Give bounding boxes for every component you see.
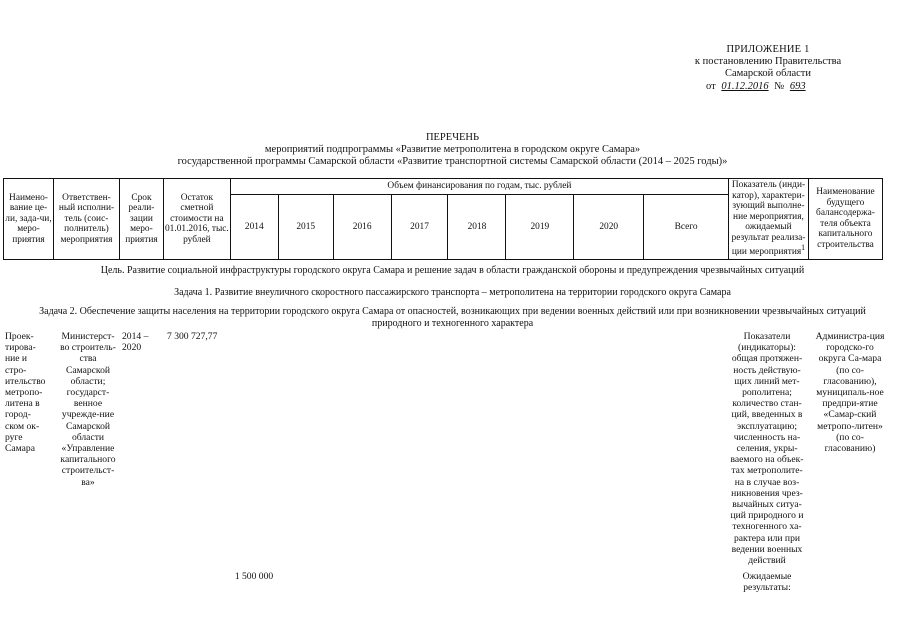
year-header-2015: 2015 [278, 195, 333, 260]
col-header-remainder: Остаток сметной стоимости на 01.01.2016, тыс. рублей [163, 179, 230, 260]
row-name: Проек-тирова-ние и стро-ительство метропо-литена в город-ском ок-руге Самара [5, 331, 46, 455]
number-prefix: № [774, 81, 785, 92]
task2-line-1: Задача 2. Обеспечение защиты населения на территории городского округа Самара от опасностей, возникающих при ведении военных действий или при возникновении чрезвычайных ситуаций [39, 306, 866, 317]
year-header-2017: 2017 [391, 195, 448, 260]
date-value: 01.12.2016 [721, 81, 769, 92]
col-header-name: Наимено-вание це-ли, зада-чи, меро-приятия [4, 179, 54, 260]
appendix-block [678, 44, 858, 93]
task1-line: Задача 1. Развитие внеуличного скоростного пассажирского транспорта – метрополитена на территории городского округа Самара [174, 287, 731, 298]
indicator-footnote: 1 [801, 243, 806, 252]
appendix-date-line [706, 81, 858, 93]
row-executor: Министерст-во строитель-ства Самарской области; государст-венное учрежде-ние Самарской области «Управление капитального строительст-ва» [60, 331, 116, 488]
goal-line: Цель. Развитие социальной инфраструктуры городского округа Самара и решение задач в области гражданской обороны и предупреждения чрезвычайных ситуаций [100, 265, 805, 276]
appendix-line-2: Самарской области [725, 68, 811, 79]
col-header-term: Срок реали-зации меро-приятия [119, 179, 163, 260]
row-results-label: Ожидаемые результаты: [742, 571, 792, 594]
heading-line-1: мероприятий подпрограммы «Развитие метрополитена в городском округе Самара» [264, 144, 641, 155]
col-header-object: Наименование будущего балансодержа-теля объекта капитального строительства [808, 179, 882, 260]
row-term: 2014 – 2020 [122, 331, 149, 354]
document-heading [0, 132, 905, 168]
year-header-2018: 2018 [448, 195, 506, 260]
appendix-line-1: к постановлению Правительства [694, 56, 842, 67]
year-header-2019: 2019 [506, 195, 574, 260]
table-header [3, 178, 883, 260]
heading-line-2: государственной программы Самарской области «Развитие транспортной системы Самарской области (2014 – 2025 годы)» [177, 156, 728, 167]
col-header-executor: Ответствен-ный исполни-тель (соис-полнитель) мероприятия [53, 179, 119, 260]
row-object: Администра-ция городско-го округа Са-мара (по со-гласованию), муниципаль-ное предпри-ятие «Самар-ский метропо-литен» (по со-гласованию) [815, 331, 885, 455]
year-header-2020: 2020 [574, 195, 644, 260]
appendix-title: ПРИЛОЖЕНИЕ 1 [726, 44, 810, 55]
indicator-text: Показатель (инди-катор), характери-зующий выполне-ние мероприятия, ожидаемый результат реализа-ции мероприятия [731, 180, 806, 258]
row-indicators: Показатели (индикаторы): общая протяжен-ность действую-щих линий мет-рополитена; количество стан-ций, введенных в эксплуатацию; численность на-селения, укры-ваемого на объек-тах метрополите-на в случае воз-никновения чрез-вычайных ситуа-ций природного и техногенного ха-рактера или при ведении военных действий [730, 331, 804, 567]
heading-title: ПЕРЕЧЕНЬ [425, 132, 480, 143]
date-prefix: от [706, 81, 716, 92]
col-header-indicator [728, 179, 808, 260]
task2-line-2: природного и техногенного характера [371, 318, 534, 329]
col-header-funding: Объем финансирования по годам, тыс. рублей [230, 179, 728, 195]
year-header-total: Всего [644, 195, 729, 260]
year-header-2014: 2014 [230, 195, 278, 260]
number-value: 693 [789, 81, 806, 92]
row-funding-2016: 1 500 000 [234, 571, 274, 582]
row-remainder: 7 300 727,77 [167, 331, 218, 342]
year-header-2016: 2016 [333, 195, 391, 260]
